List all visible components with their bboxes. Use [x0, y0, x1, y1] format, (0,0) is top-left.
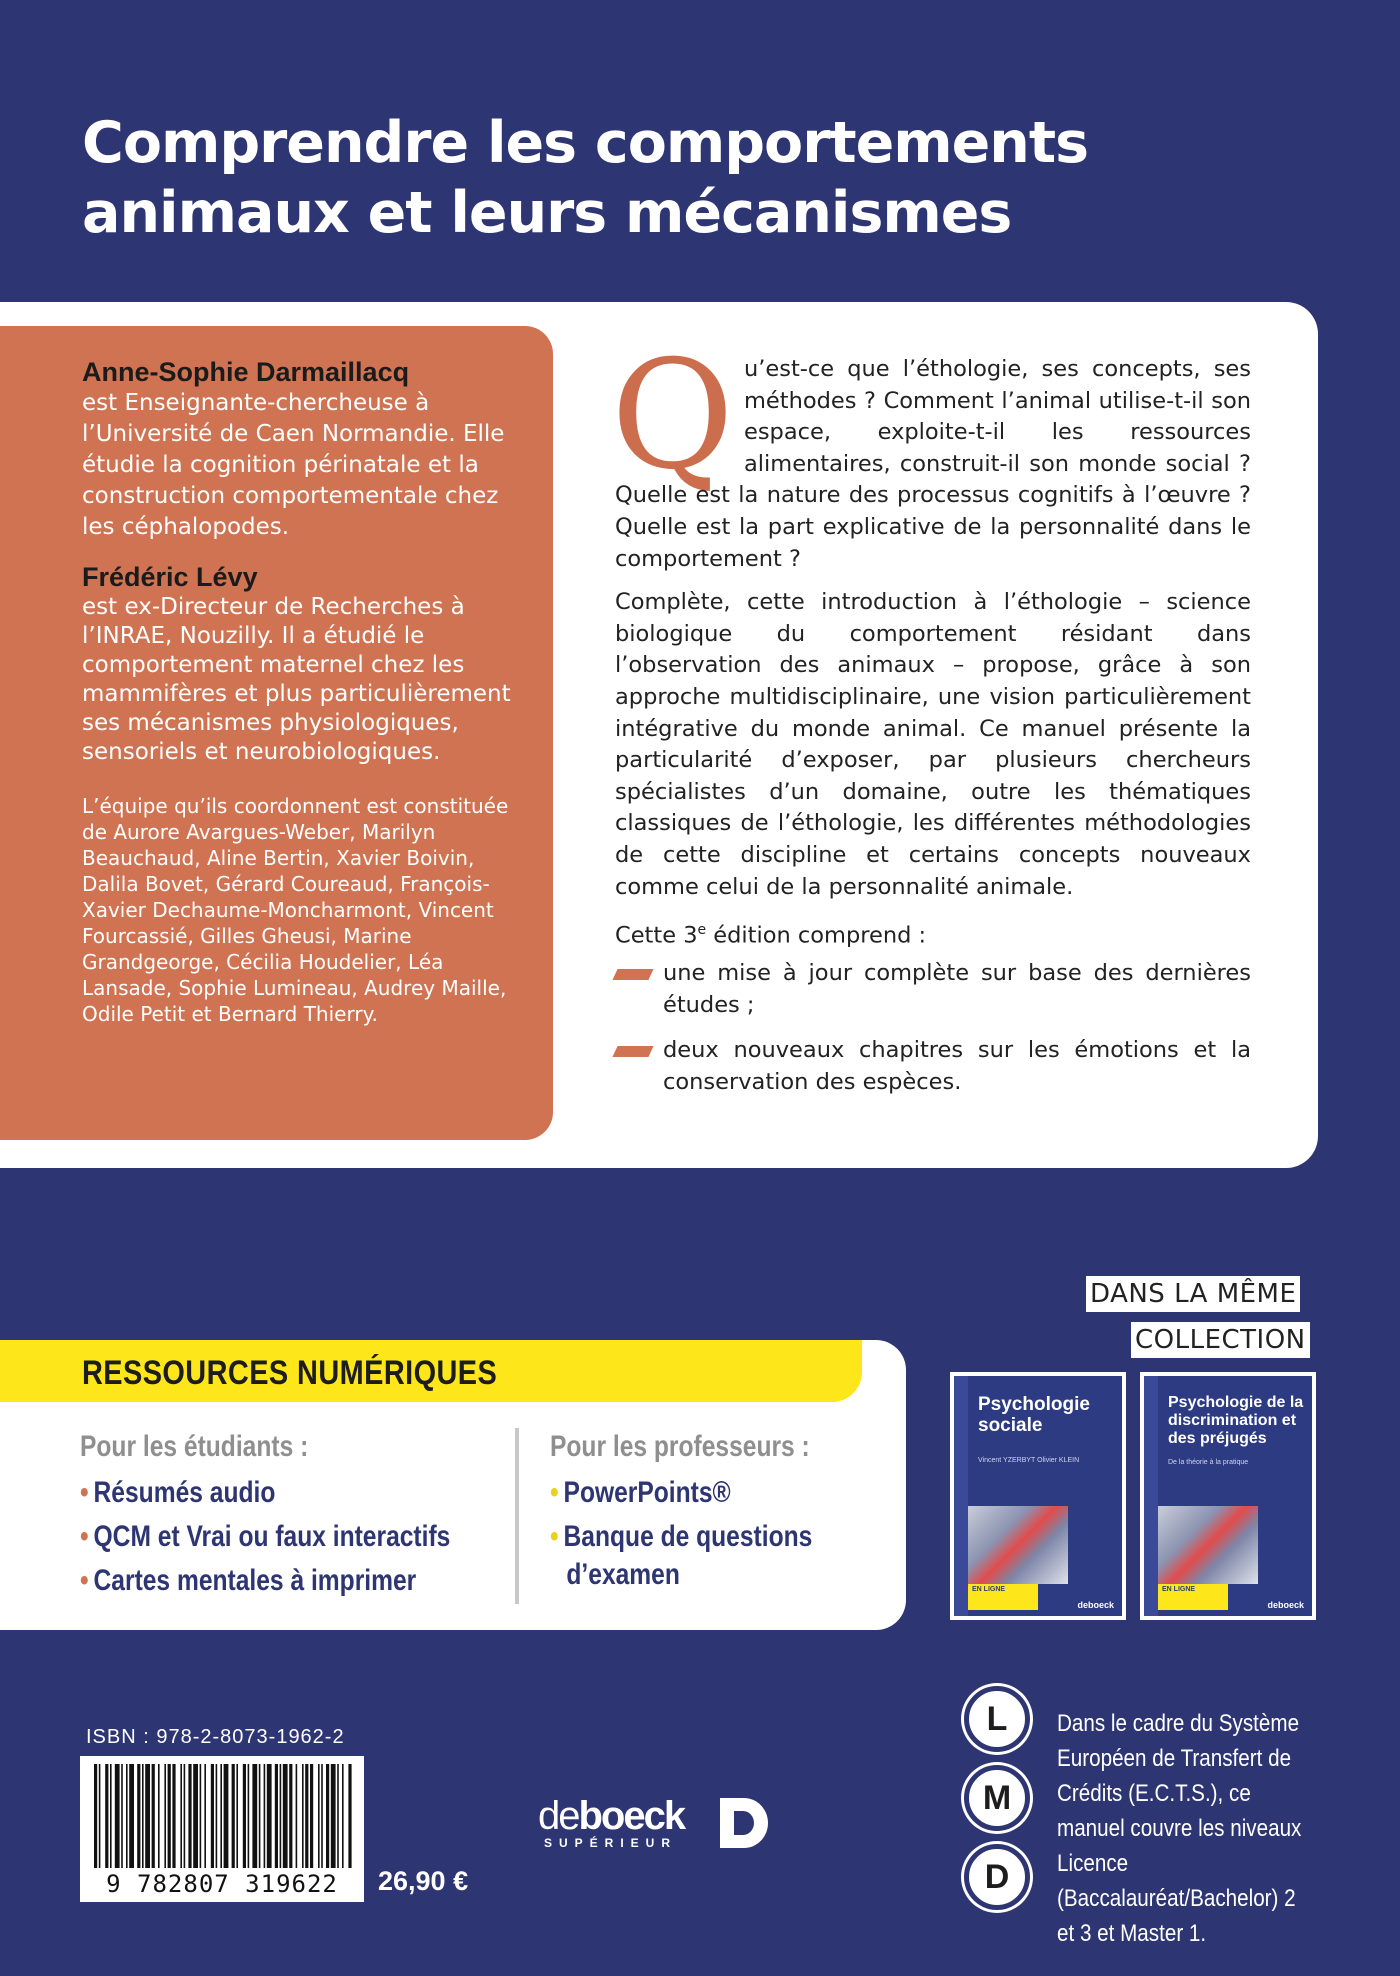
barcode-bar	[184, 1764, 186, 1868]
book-cover-photo	[1158, 1506, 1258, 1584]
barcode-bar	[283, 1764, 288, 1868]
authors-box	[0, 326, 553, 1140]
column-divider	[515, 1428, 519, 1604]
dropcap-letter: Q	[611, 329, 734, 503]
student-resource: • QCM et Vrai ou faux interactifs	[80, 1520, 451, 1553]
professors-heading: Pour les professeurs :	[550, 1430, 810, 1463]
collection-label-2: COLLECTION	[1131, 1322, 1310, 1358]
barcode-bar	[296, 1764, 298, 1868]
barcode-bar	[220, 1764, 222, 1868]
barcode-bar	[211, 1764, 214, 1868]
book-publisher-logo: deboeck	[1267, 1600, 1304, 1610]
barcode-bar	[105, 1764, 108, 1868]
barcode-bar	[252, 1764, 257, 1868]
barcode-bar	[280, 1764, 282, 1868]
barcode-bar	[164, 1764, 166, 1868]
title-line-1: Comprendre les comportements	[82, 110, 1089, 176]
collection-label-1: DANS LA MÊME	[1086, 1276, 1300, 1312]
bullet-dot-icon: •	[80, 1520, 89, 1553]
book-title-text: Psychologie sociale	[978, 1394, 1090, 1436]
lmd-description: Dans le cadre du Système Européen de Transfert de Crédits (E.C.T.S.), ce manuel couvre les niveaux Licence (Baccalauréat/Bachelor) 2 et 3 et Master 1.	[1057, 1710, 1302, 1947]
barcode-bar	[168, 1764, 171, 1868]
barcode-bar	[99, 1764, 101, 1868]
barcode-bar	[200, 1764, 202, 1868]
resources-title: RESSOURCES NUMÉRIQUES	[82, 1354, 498, 1392]
barcode-bar	[224, 1764, 229, 1868]
barcode-bar	[145, 1764, 150, 1868]
barcode-bar	[121, 1764, 123, 1868]
barcode-bar	[110, 1764, 112, 1868]
professor-resource: d’examen	[566, 1558, 680, 1591]
barcode-bar	[216, 1764, 218, 1868]
author-name-1: Anne-Sophie Darmaillacq	[82, 357, 410, 387]
barcode-bar	[267, 1764, 272, 1868]
barcode	[80, 1756, 364, 1902]
barcode-bar	[158, 1764, 160, 1868]
author-bio-1: est Enseignante-chercheuse à l’Université de Caen Normandie. Elle étudie la cognition périnatale et la construction comportementale chez les céphalopodes.	[82, 390, 505, 540]
isbn: ISBN : 978-2-8073-1962-2	[86, 1726, 345, 1748]
student-resource: • Résumés audio	[80, 1476, 276, 1509]
barcode-bar	[348, 1764, 351, 1868]
barcode-bar	[302, 1764, 304, 1868]
bullet-dot-icon: •	[550, 1520, 559, 1553]
barcode-bar	[180, 1764, 182, 1868]
bullet-item: deux nouveaux chapitres sur les émotions et la conservation des espèces.	[615, 1035, 1251, 1098]
barcode-bar	[318, 1764, 320, 1868]
barcode-bar	[129, 1764, 134, 1868]
edition-bullets	[615, 958, 1251, 1098]
book-online-badge: EN LIGNE	[1158, 1584, 1228, 1610]
collection-book-2[interactable]	[1140, 1372, 1316, 1620]
barcode-bar	[331, 1764, 336, 1868]
book-title	[82, 108, 1182, 248]
book-spine	[1144, 1376, 1158, 1616]
barcode-bar	[248, 1764, 250, 1868]
professor-resource: • Banque de questions	[550, 1520, 813, 1553]
price: 26,90 €	[378, 1866, 469, 1896]
book-authors: Vincent YZERBYT Olivier KLEIN	[978, 1457, 1080, 1464]
lmd-circle-m: M	[964, 1765, 1030, 1831]
book-title-text: Psychologie de la discrimination et des préjugés	[1168, 1394, 1304, 1447]
barcode-number: 9 782807 319622	[106, 1870, 338, 1898]
barcode-bar	[236, 1764, 238, 1868]
barcode-bar	[259, 1764, 261, 1868]
book-online-badge: EN LIGNE	[968, 1584, 1038, 1610]
barcode-bar	[275, 1764, 278, 1868]
barcode-bar	[326, 1764, 329, 1868]
publisher-d-mark-icon	[718, 1796, 768, 1850]
author-bio-2: est ex-Directeur de Recherches à l’INRAE, Nouzilly. Il a étudié le comportement maternel chez les mammifères et plus particulièrement ses mécanismes physiologiques, sensoriels et neurobiologiques.	[82, 594, 511, 765]
bullet-dot-icon: •	[80, 1476, 89, 1509]
bullet-dot-icon: •	[550, 1476, 559, 1509]
barcode-bar	[310, 1764, 313, 1868]
bullet-dot-icon: •	[80, 1564, 89, 1597]
barcode-bar	[193, 1764, 198, 1868]
barcode-bar	[264, 1764, 266, 1868]
barcode-bar	[152, 1764, 155, 1868]
barcode-bars	[80, 1756, 364, 1872]
book-subtitle: De la théorie à la pratique	[1168, 1459, 1249, 1466]
publisher-name: deboeck	[538, 1794, 685, 1838]
student-resource: • Cartes mentales à imprimer	[80, 1564, 417, 1597]
bullet-mark-icon	[612, 969, 653, 980]
bullet-item: une mise à jour complète sur base des dernières études ;	[615, 958, 1251, 1021]
barcode-bar	[188, 1764, 191, 1868]
author-name-2: Frédéric Lévy	[82, 562, 258, 592]
back-cover-text	[611, 329, 1251, 1113]
professors-column	[550, 1430, 870, 1594]
team-list: L’équipe qu’ils coordonnent est constituée de Aurore Avargues-Weber, Marilyn Beauchaud, Aline Bertin, Xavier Boivin, Dalila Bovet, Gérard Coureaud, François-Xavier Dechaume-Moncharmont, Vincent Fourcassié, Gilles Gheusi, Marine Grandgeorge, Cécilia Houdelier, Léa Lansade, Sophie Lumineau, Audrey Maille, Odile Petit et Bernard Thierry.	[82, 794, 509, 1026]
barcode-bar	[172, 1764, 175, 1868]
barcode-bar	[342, 1764, 344, 1868]
edition-line: Cette 3e édition comprend :	[615, 922, 927, 949]
barcode-bar	[289, 1764, 292, 1868]
bullet-mark-icon	[612, 1046, 653, 1057]
book-spine	[954, 1376, 968, 1616]
digital-resources-panel	[0, 1340, 906, 1630]
intro-paragraph-1: u’est-ce que l’éthologie, ses concepts, ses méthodes ? Comment l’animal utilise-t-il son espace, exploite-t-il les ressources alimentaires, construit-il son monde social ? Quelle est la nature des processus cognitifs à l’œuvre ? Quelle est la part explicative de la personnalité dans le comportement ?	[615, 356, 1251, 572]
book-cover-photo	[968, 1506, 1068, 1584]
professor-resource: • PowerPoints®	[550, 1476, 731, 1509]
intro-paragraph-2: Complète, cette introduction à l’éthologie – science biologique du comportement résidant dans l’observation des animaux – propose, grâce à son approche multidisciplinaire, une vision particulièrement intégrative du monde animal. Ce manuel présente la particularité d’exposer, par plusieurs chercheurs spécialistes d’un domaine, outre les thématiques classiques de l’éthologie, les différentes méthodologies de cette discipline et certains concepts nouveaux comme celui de la personnalité animale.	[615, 589, 1251, 900]
barcode-bar	[126, 1764, 128, 1868]
barcode-bar	[305, 1764, 308, 1868]
lmd-circle-d: D	[964, 1844, 1030, 1910]
book-publisher-logo: deboeck	[1077, 1600, 1114, 1610]
collection-book-1[interactable]	[950, 1372, 1126, 1620]
barcode-bar	[337, 1764, 339, 1868]
barcode-bar	[204, 1764, 206, 1868]
barcode-bar	[321, 1764, 323, 1868]
students-column	[80, 1430, 532, 1600]
barcode-bar	[232, 1764, 235, 1868]
publisher-sub: SUPÉRIEUR	[544, 1836, 678, 1850]
barcode-bar	[142, 1764, 144, 1868]
barcode-bar	[243, 1764, 246, 1868]
barcode-bar	[137, 1764, 140, 1868]
lmd-circle-l: L	[964, 1686, 1030, 1752]
publisher-logo	[538, 1796, 778, 1856]
title-line-2: animaux et leurs mécanismes	[82, 180, 1012, 246]
students-heading: Pour les étudiants :	[80, 1430, 309, 1463]
barcode-bar	[94, 1764, 97, 1868]
barcode-bar	[115, 1764, 120, 1868]
